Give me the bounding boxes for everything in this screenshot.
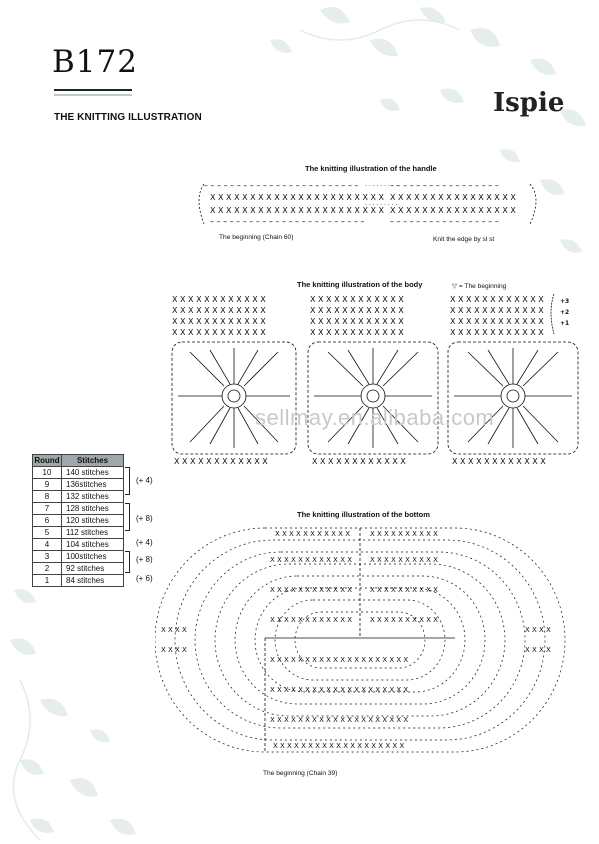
table-row: 4 104 stitches (33, 539, 124, 551)
svg-text:X X X X X X X X X X X X: X X X X X X X X X X X X (172, 328, 266, 337)
handle-title: The knitting illustration of the handle (305, 164, 437, 173)
increase-label: (+ 6) (136, 574, 153, 583)
title-rule-secondary (54, 94, 132, 96)
table-row: 1 84 stitches (33, 575, 124, 587)
page-subtitle: THE KNITTING ILLUSTRATION (54, 112, 202, 123)
svg-text:X X X X X X X X X X X X: X X X X X X X X X X X X (270, 556, 353, 564)
svg-text:X X X X X X X X X X: X X X X X X X X X X (370, 616, 438, 624)
svg-text:X X X X X X X X X X X X X X X: X X X X X X X X X X X X X X X X X X X (273, 742, 405, 750)
bottom-title: The knitting illustration of the bottom (297, 510, 430, 519)
body-beginning-legend: ▽ = The beginning (452, 283, 507, 290)
svg-text:X X X X: X X X X (161, 626, 187, 634)
round-header: Round (34, 456, 60, 465)
increase-bracket (125, 503, 130, 531)
table-row: 6 120 stitches (33, 515, 124, 527)
svg-text:X X X X: X X X X (525, 626, 551, 634)
row-mark-3: +3 (560, 298, 570, 305)
handle-beginning-note: The beginning (Chain 60) (219, 234, 294, 241)
svg-text:X X X X: X X X X (525, 646, 551, 654)
body-title: The knitting illustration of the body (297, 280, 423, 289)
svg-text:X X X X X X X X X X X X: X X X X X X X X X X X X (270, 586, 353, 594)
increase-label: (+ 4) (136, 538, 153, 547)
svg-text:X X X X: X X X X (161, 646, 187, 654)
svg-text:– – – – – – – – – – – – – – –: – – – – – – – – – – – – – – – – – – – – – – – – (210, 217, 365, 226)
svg-text:X X X X X X X X X X X X: X X X X X X X X X X X X (450, 295, 544, 304)
svg-text:X X X X X X X X X X: X X X X X X X X X X (370, 586, 438, 594)
svg-text:X X X X X X X X X X X X: X X X X X X X X X X X X (452, 457, 546, 466)
rounds-table (32, 454, 124, 587)
svg-text:– – – – – – – – – – – – – – –: – – – – – – – – – – – – – – – – – – – – – – – – (204, 181, 359, 190)
svg-text:X X X X X X X X X X X X X X X: X X X X X X X X X X X X X X X X X X X X (270, 716, 409, 724)
svg-text:X X X X X X X X X X X X: X X X X X X X X X X X X (450, 306, 544, 315)
svg-text:X X X X X X X X X X X X: X X X X X X X X X X X X (310, 295, 404, 304)
svg-text:· · · · · · · · ·: · · · · · · · · · (365, 183, 398, 190)
svg-text:X X X X X X X X X X X X: X X X X X X X X X X X X (174, 457, 268, 466)
svg-text:X X X X X X X X X X X X X X X: X X X X X X X X X X X X X X X X X X X X X X (210, 193, 384, 202)
handle-diagram (190, 176, 550, 236)
row-mark-2: +2 (560, 309, 570, 316)
svg-text:X X X X X X X X X X X X: X X X X X X X X X X X X (310, 328, 404, 337)
beginning-triangle-icon: ▽ (452, 283, 458, 290)
increase-bracket (125, 551, 130, 573)
svg-text:X X X X X X X X X X X X: X X X X X X X X X X X X (310, 306, 404, 315)
svg-text:X X X X X X X X X X X X X X X: X X X X X X X X X X X X X X X X X X X X (270, 686, 409, 694)
svg-text:X X X X X X X X X X X X X X X: X X X X X X X X X X X X X X X X (390, 193, 516, 202)
svg-text:X X X X X X X X X X: X X X X X X X X X X (370, 556, 438, 564)
svg-text:X X X X X X X X X X X X X X X: X X X X X X X X X X X X X X X X (390, 206, 516, 215)
table-row: 9 136stitches (33, 479, 124, 491)
svg-text:· · · · · · · · ·: · · · · · · · · · (365, 202, 398, 209)
stitches-header: Stitches (62, 455, 124, 467)
bottom-beginning-note: The beginning (Chain 39) (263, 770, 338, 777)
svg-text:X X X X X X X X X X X X: X X X X X X X X X X X X (172, 317, 266, 326)
svg-text:X X X X X X X X X X X X X X X: X X X X X X X X X X X X X X X X X X X X (270, 656, 409, 664)
increase-bracket (125, 467, 130, 495)
svg-text:X X X X X X X X X X: X X X X X X X X X X (370, 530, 438, 538)
pattern-code: B172 (52, 44, 138, 80)
row-mark-1: +1 (560, 320, 570, 327)
table-row: 3 100stitches (33, 551, 124, 563)
svg-text:X X X X X X X X X X X X: X X X X X X X X X X X X (450, 328, 544, 337)
svg-text:X X X X X X X X X X X X: X X X X X X X X X X X X (172, 295, 266, 304)
svg-text:X X X X X X X X X X X X X X X: X X X X X X X X X X X X X X X X X X X X X X (210, 206, 384, 215)
title-rule (54, 89, 132, 91)
table-row: 10 140 stitches (33, 467, 124, 479)
table-row: 2 92 stitches (33, 563, 124, 575)
svg-text:X X X X X X X X X X X X: X X X X X X X X X X X X (450, 317, 544, 326)
increase-label: (+ 4) (136, 476, 153, 485)
table-row: 7 128 stitches (33, 503, 124, 515)
table-row: 8 132 stitches (33, 491, 124, 503)
svg-text:– – – – – – – – – – – – – – –: – – – – – – – – – – – – – – – – – (390, 181, 499, 190)
bottom-diagram (155, 522, 575, 772)
brand-logo: Ispie (493, 88, 565, 118)
increase-label: (+ 8) (136, 514, 153, 523)
svg-text:X X X X X X X X X X X X: X X X X X X X X X X X X (310, 317, 404, 326)
svg-text:X X X X X X X X X X X X: X X X X X X X X X X X X (270, 616, 353, 624)
svg-text:– – – – – – – – – – – – – – –: – – – – – – – – – – – – – – – – – (390, 217, 499, 226)
svg-text:X X X X X X X X X X X X: X X X X X X X X X X X X (312, 457, 406, 466)
svg-text:X X X X X X X X X X X X: X X X X X X X X X X X X (172, 306, 266, 315)
table-row: 5 112 stitches (33, 527, 124, 539)
increase-label: (+ 8) (136, 555, 153, 564)
body-diagram (160, 292, 590, 467)
handle-edge-note: Knit the edge by sl st (433, 236, 495, 243)
watermark: sellmay.en.alibaba.com (255, 405, 495, 430)
svg-text:X X X X X X X X X X X: X X X X X X X X X X X (275, 530, 351, 538)
